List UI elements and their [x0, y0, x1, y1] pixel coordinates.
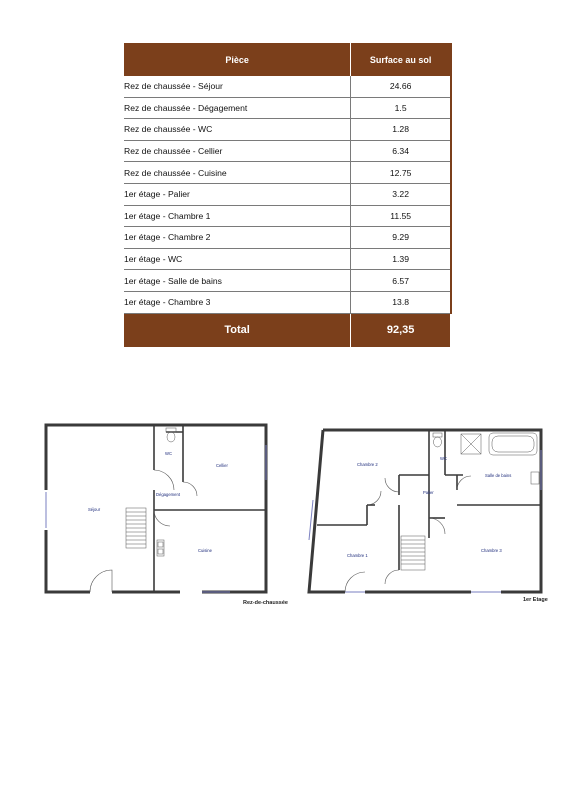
label-chambre1: Chambre 1: [347, 553, 368, 558]
row-room: 1er étage - WC: [124, 248, 351, 270]
row-area: 1.39: [351, 248, 451, 270]
row-room: Rez de chaussée - Cuisine: [124, 162, 351, 184]
label-cellier: Cellier: [216, 463, 228, 468]
label-degagement: Dégagement: [156, 492, 180, 497]
table-header-row: [124, 43, 451, 76]
table-row: [124, 248, 451, 270]
table-row: [124, 76, 451, 97]
label-chambre2: Chambre 2: [357, 462, 378, 467]
row-area: 1.5: [351, 97, 451, 119]
row-room: 1er étage - Chambre 3: [124, 291, 351, 313]
row-room: 1er étage - Palier: [124, 183, 351, 205]
row-room: Rez de chaussée - Cellier: [124, 140, 351, 162]
label-wc-etage: WC: [440, 456, 447, 461]
label-sejour: Séjour: [88, 507, 101, 512]
caption-ground: Rez-de-chaussée: [243, 600, 288, 606]
row-area: 12.75: [351, 162, 451, 184]
row-room: Rez de chaussée - WC: [124, 119, 351, 141]
label-salle-de-bains: Salle de bains: [485, 473, 512, 478]
table-row: [124, 291, 451, 313]
ground-floor-drawing: [40, 420, 275, 600]
table-total-row: [124, 313, 451, 347]
label-palier: Palier: [423, 490, 434, 495]
first-floor-plan: [305, 420, 550, 620]
table-body: [124, 76, 451, 313]
ground-floor-plan: [40, 420, 288, 620]
row-area: 1.28: [351, 119, 451, 141]
row-room: Rez de chaussée - Séjour: [124, 76, 351, 97]
table-row: [124, 183, 451, 205]
table-row: [124, 162, 451, 184]
row-area: 6.57: [351, 270, 451, 292]
header-room: Pièce: [124, 43, 351, 76]
table-row: [124, 227, 451, 249]
row-room: 1er étage - Salle de bains: [124, 270, 351, 292]
table-row: [124, 205, 451, 227]
table-row: [124, 119, 451, 141]
caption-first: 1er Etage: [523, 597, 548, 603]
first-floor-drawing: [305, 420, 550, 600]
table-row: [124, 97, 451, 119]
table-row: [124, 140, 451, 162]
row-room: Rez de chaussée - Dégagement: [124, 97, 351, 119]
label-wc-rdc: WC: [165, 451, 172, 456]
row-room: 1er étage - Chambre 1: [124, 205, 351, 227]
total-label: Total: [124, 313, 351, 347]
row-area: 3.22: [351, 183, 451, 205]
surface-table: [124, 43, 452, 347]
row-room: 1er étage - Chambre 2: [124, 227, 351, 249]
label-cuisine: Cuisine: [198, 548, 212, 553]
total-value: 92,35: [351, 313, 451, 347]
header-area: Surface au sol: [351, 43, 451, 76]
row-area: 9.29: [351, 227, 451, 249]
row-area: 24.66: [351, 76, 451, 97]
row-area: 6.34: [351, 140, 451, 162]
row-area: 13.8: [351, 291, 451, 313]
table-row: [124, 270, 451, 292]
label-chambre3: Chambre 3: [481, 548, 502, 553]
row-area: 11.55: [351, 205, 451, 227]
